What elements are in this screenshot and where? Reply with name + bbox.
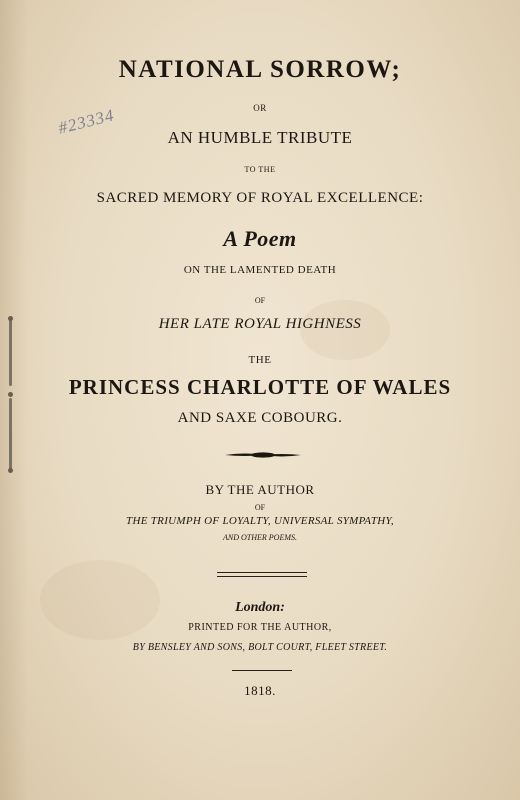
other-works-line: THE TRIUMPH OF LOYALTY, UNIVERSAL SYMPATHY, xyxy=(126,515,394,527)
lamented-death-line: ON THE LAMENTED DEATH xyxy=(183,264,337,276)
a-poem-heading: A Poem xyxy=(223,226,297,251)
imprint-printed-for: PRINTED FOR THE AUTHOR, xyxy=(188,622,332,633)
subtitle-humble-tribute: AN HUMBLE TRIBUTE xyxy=(167,128,353,147)
binding-stitch xyxy=(9,398,12,470)
main-title: NATIONAL SORROW; xyxy=(118,56,402,83)
short-rule xyxy=(232,670,292,671)
handwritten-inventory-mark: #23334 xyxy=(56,105,117,138)
subtitle-sacred-memory: SACRED MEMORY OF ROYAL EXCELLENCE: xyxy=(96,190,424,206)
ornament-divider xyxy=(225,451,301,459)
or-connector: OR xyxy=(253,103,267,113)
imprint-london: London: xyxy=(235,600,285,615)
her-late-royal-highness: HER LATE ROYAL HIGHNESS xyxy=(158,316,362,332)
binding-edge xyxy=(0,0,28,800)
of-connector: OF xyxy=(254,296,266,305)
stitch-hole xyxy=(8,468,13,473)
the-connector: THE xyxy=(248,354,272,366)
by-the-author: BY THE AUTHOR xyxy=(205,482,315,497)
and-other-poems: AND OTHER POEMS. xyxy=(223,533,297,542)
of-connector: OF xyxy=(254,503,266,512)
double-rule xyxy=(217,572,307,573)
double-rule xyxy=(217,576,307,577)
to-the-connector: TO THE xyxy=(244,165,276,174)
publication-year: 1818. xyxy=(244,683,276,698)
imprint-printer: BY BENSLEY AND SONS, BOLT COURT, FLEET STREET. xyxy=(132,642,388,653)
princess-name: PRINCESS CHARLOTTE OF WALES xyxy=(68,375,452,399)
saxe-cobourg-line: AND SAXE COBOURG. xyxy=(177,410,343,426)
